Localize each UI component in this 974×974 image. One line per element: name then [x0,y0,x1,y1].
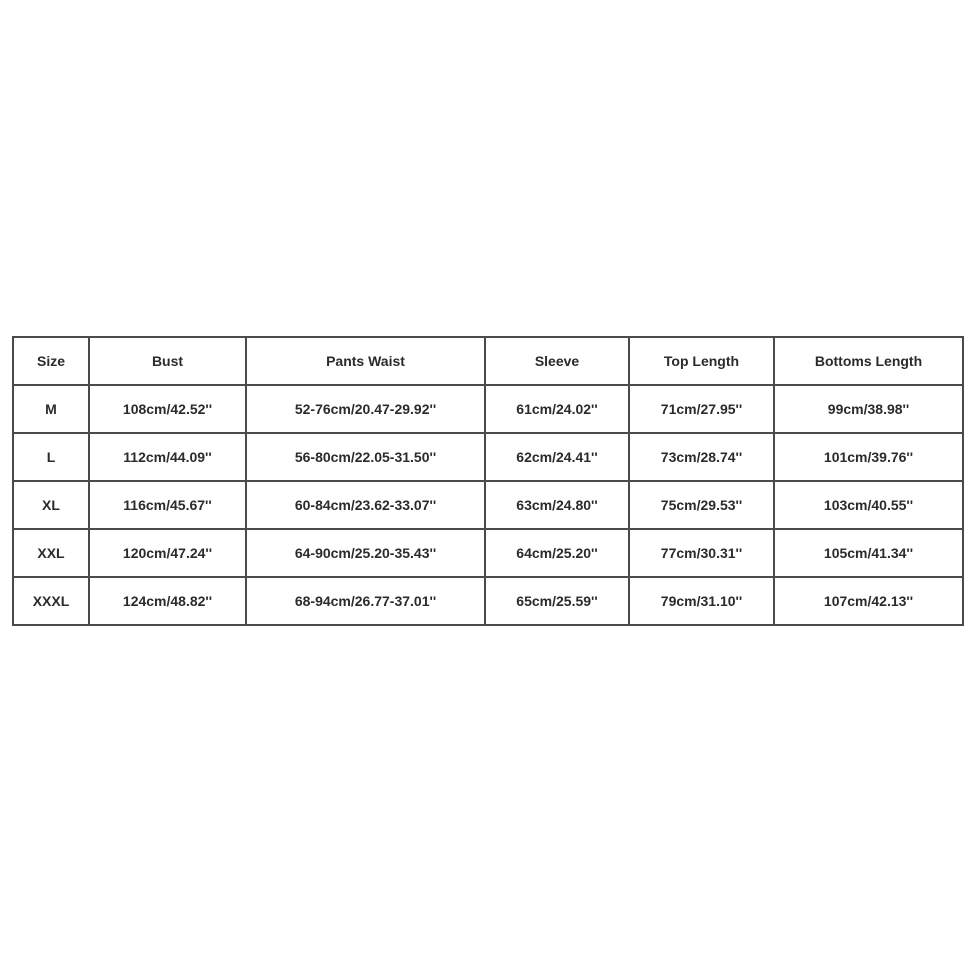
cell-sleeve: 64cm/25.20'' [485,529,629,577]
cell-top-length: 77cm/30.31'' [629,529,774,577]
cell-size: XL [13,481,89,529]
cell-pants-waist: 52-76cm/20.47-29.92'' [246,385,485,433]
header-pants-waist: Pants Waist [246,337,485,385]
cell-pants-waist: 64-90cm/25.20-35.43'' [246,529,485,577]
table-row [13,529,963,577]
cell-pants-waist: 56-80cm/22.05-31.50'' [246,433,485,481]
cell-bust: 108cm/42.52'' [89,385,246,433]
cell-sleeve: 61cm/24.02'' [485,385,629,433]
table-row [13,433,963,481]
cell-top-length: 79cm/31.10'' [629,577,774,625]
size-chart-table [12,336,964,626]
cell-size: XXXL [13,577,89,625]
header-bottoms-length: Bottoms Length [774,337,963,385]
cell-top-length: 71cm/27.95'' [629,385,774,433]
cell-size: L [13,433,89,481]
cell-bust: 112cm/44.09'' [89,433,246,481]
cell-bust: 124cm/48.82'' [89,577,246,625]
cell-top-length: 73cm/28.74'' [629,433,774,481]
header-bust: Bust [89,337,246,385]
cell-top-length: 75cm/29.53'' [629,481,774,529]
cell-size: XXL [13,529,89,577]
cell-bottoms-length: 107cm/42.13'' [774,577,963,625]
header-top-length: Top Length [629,337,774,385]
table-row [13,577,963,625]
cell-size: M [13,385,89,433]
cell-bottoms-length: 103cm/40.55'' [774,481,963,529]
cell-pants-waist: 68-94cm/26.77-37.01'' [246,577,485,625]
table-row [13,385,963,433]
cell-bust: 116cm/45.67'' [89,481,246,529]
cell-bottoms-length: 99cm/38.98'' [774,385,963,433]
header-sleeve: Sleeve [485,337,629,385]
cell-pants-waist: 60-84cm/23.62-33.07'' [246,481,485,529]
cell-bottoms-length: 101cm/39.76'' [774,433,963,481]
cell-sleeve: 65cm/25.59'' [485,577,629,625]
table-row [13,481,963,529]
cell-bottoms-length: 105cm/41.34'' [774,529,963,577]
cell-sleeve: 62cm/24.41'' [485,433,629,481]
cell-bust: 120cm/47.24'' [89,529,246,577]
table-header-row [13,337,963,385]
header-size: Size [13,337,89,385]
cell-sleeve: 63cm/24.80'' [485,481,629,529]
